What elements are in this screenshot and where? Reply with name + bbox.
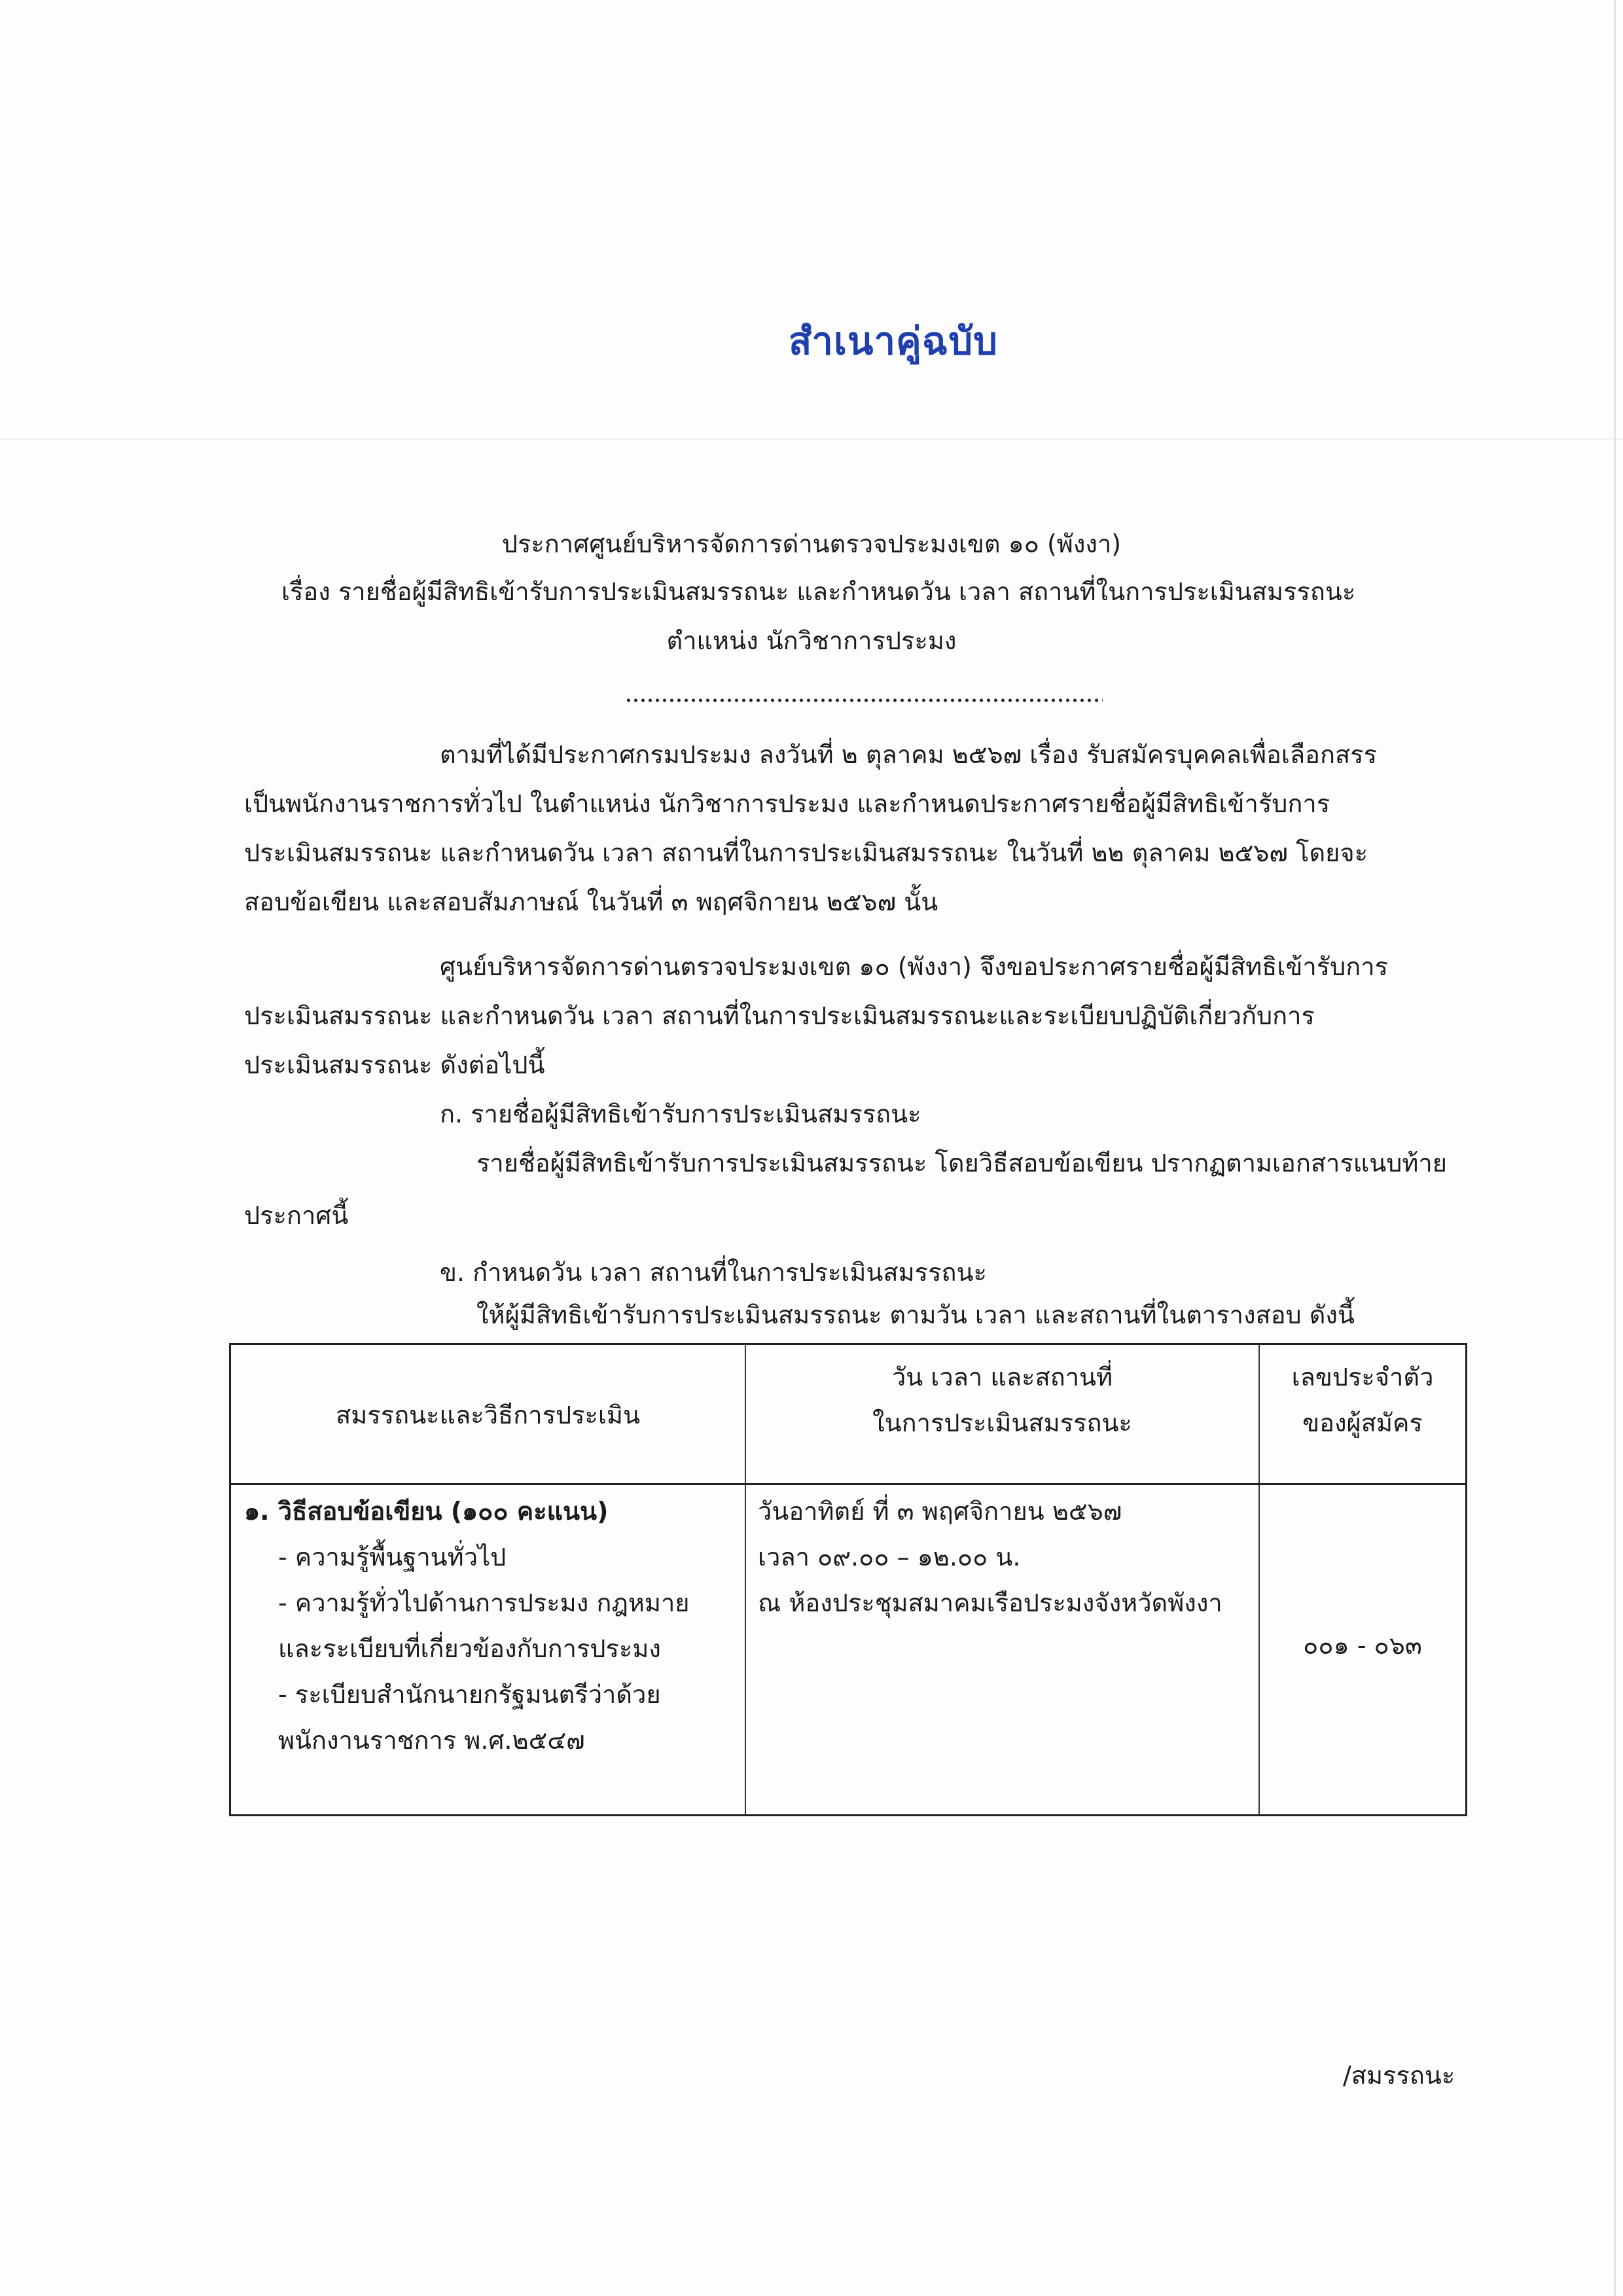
table-header-id-line-1: เลขประจำตัว: [1291, 1363, 1434, 1391]
paragraph-1-line-2: เป็นพนักงานราชการทั่วไป ในตำแหน่ง นักวิชาการประมง และกำหนดประกาศรายชื่อผู้มีสิทธิเข้ารับการ: [244, 789, 1330, 818]
paragraph-2-line-1: ศูนย์บริหารจัดการด่านตรวจประมงเขต ๑๐ (พังงา) จึงขอประกาศรายชื่อผู้มีสิทธิเข้ารับการ: [440, 952, 1388, 981]
announcement-subject: เรื่อง รายชื่อผู้มีสิทธิเข้ารับการประเมินสมรรถนะ และกำหนดวัน เวลา สถานที่ในการประเมินสมรรถนะ: [281, 577, 1356, 606]
exam-schedule-table: [229, 1343, 1467, 1816]
method-item: - ความรู้พื้นฐานทั่วไป: [278, 1543, 507, 1571]
method-item: และระเบียบที่เกี่ยวข้องกับการประมง: [278, 1634, 661, 1663]
dotted-separator: [625, 698, 1103, 703]
section-a-text-line-1: รายชื่อผู้มีสิทธิเข้ารับการประเมินสมรรถนะ โดยวิธีสอบข้อเขียน ปรากฏตามเอกสารแนบท้าย: [476, 1149, 1448, 1177]
paragraph-1-line-3: ประเมินสมรรถนะ และกำหนดวัน เวลา สถานที่ในการประเมินสมรรถนะ ในวันที่ ๒๒ ตุลาคม ๒๕๖๗ โดยจะ: [244, 838, 1368, 867]
method-item: - ระเบียบสำนักนายกรัฐมนตรีว่าด้วย: [278, 1680, 661, 1709]
section-b-text: ให้ผู้มีสิทธิเข้ารับการประเมินสมรรถนะ ตามวัน เวลา และสถานที่ในตารางสอบ ดังนี้: [476, 1300, 1355, 1329]
paragraph-1-line-1: ตามที่ได้มีประกาศกรมประมง ลงวันที่ ๒ ตุลาคม ๒๕๖๗ เรื่อง รับสมัครบุคคลเพื่อเลือกสรร: [440, 740, 1377, 769]
table-header-schedule-line-2: ในการประเมินสมรรถนะ: [872, 1408, 1132, 1437]
scan-artifact-horizontal: [0, 439, 1623, 440]
section-a-text-line-2: ประกาศนี้: [244, 1201, 349, 1230]
continuation-marker: /สมรรถนะ: [1343, 2061, 1455, 2090]
copy-stamp: สำเนาคู่ฉบับ: [789, 319, 998, 363]
table-header-method: สมรรถนะและวิธีการประเมิน: [336, 1401, 640, 1429]
method-title: ๑. วิธีสอบข้อเขียน (๑๐๐ คะแนน): [244, 1497, 609, 1526]
scan-artifact-vertical: [1614, 0, 1616, 2296]
schedule-time: เวลา ๐๙.๐๐ – ๑๒.๐๐ น.: [758, 1543, 1021, 1571]
section-b-title: ข. กำหนดวัน เวลา สถานที่ในการประเมินสมรรถนะ: [440, 1258, 987, 1287]
announcement-title: ประกาศศูนย์บริหารจัดการด่านตรวจประมงเขต ๑๐ (พังงา): [501, 529, 1122, 558]
schedule-location: ณ ห้องประชุมสมาคมเรือประมงจังหวัดพังงา: [758, 1588, 1222, 1617]
paragraph-2-line-2: ประเมินสมรรถนะ และกำหนดวัน เวลา สถานที่ในการประเมินสมรรถนะและระเบียบปฏิบัติเกี่ยวกับการ: [244, 1001, 1315, 1030]
applicant-id-range: ๐๐๑ - ๐๖๓: [1303, 1631, 1422, 1660]
paragraph-2-line-3: ประเมินสมรรถนะ ดังต่อไปนี้: [244, 1050, 545, 1079]
section-a-title: ก. รายชื่อผู้มีสิทธิเข้ารับการประเมินสมรรถนะ: [440, 1100, 921, 1128]
announcement-position: ตำแหน่ง นักวิชาการประมง: [666, 626, 957, 655]
table-header-id-line-2: ของผู้สมัคร: [1302, 1408, 1423, 1437]
method-item: - ความรู้ทั่วไปด้านการประมง กฎหมาย: [278, 1588, 690, 1617]
paragraph-1-line-4: สอบข้อเขียน และสอบสัมภาษณ์ ในวันที่ ๓ พฤศจิกายน ๒๕๖๗ นั้น: [244, 888, 938, 916]
table-header-schedule-line-1: วัน เวลา และสถานที่: [891, 1363, 1113, 1391]
method-item: พนักงานราชการ พ.ศ.๒๕๔๗: [278, 1726, 585, 1755]
schedule-date: วันอาทิตย์ ที่ ๓ พฤศจิกายน ๒๕๖๗: [758, 1497, 1122, 1526]
table-header-divider: [231, 1483, 1465, 1485]
